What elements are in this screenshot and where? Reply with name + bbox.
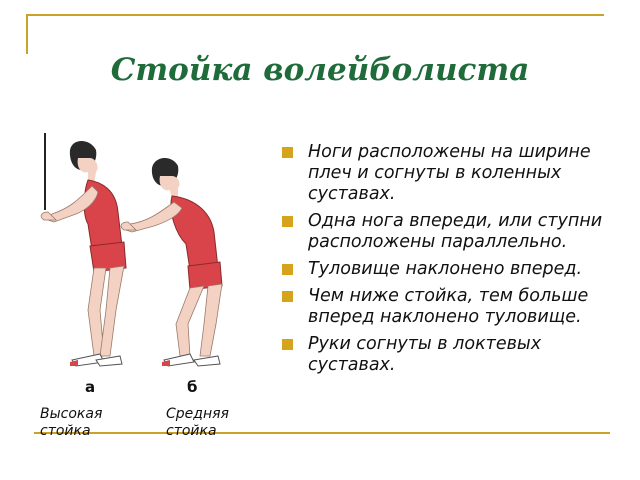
frame-left-line [26, 14, 28, 54]
volleyball-stance-figure [30, 128, 260, 406]
square-bullet-icon [282, 216, 293, 227]
bullet-item [282, 334, 604, 376]
bullet-text: Одна нога впереди, или ступни расположены параллельно. [308, 211, 603, 252]
caption-high-line1: Высокая [40, 406, 103, 422]
stance-illustration [30, 128, 260, 406]
bullet-text: Ноги расположены на ширине плеч и согнуты в коленных суставах. [308, 142, 591, 204]
bullet-item [282, 142, 604, 205]
bullet-text: Чем ниже стойка, тем больше вперед наклонено туловище. [308, 286, 589, 327]
frame-bottom-line [34, 432, 610, 434]
player-medium-stance [121, 158, 222, 366]
square-bullet-icon [282, 264, 293, 275]
bullet-text: Руки согнуты в локтевых суставах. [308, 334, 542, 375]
caption-high-stance [40, 406, 102, 440]
bullet-text: Туловище наклонено вперед. [308, 259, 583, 279]
bullet-item [282, 286, 604, 328]
figure-label-b: б [187, 378, 198, 396]
bullet-item [282, 259, 604, 280]
square-bullet-icon [282, 147, 293, 158]
square-bullet-icon [282, 291, 293, 302]
caption-medium-line2: стойка [166, 423, 217, 439]
figure-label-a: а [85, 378, 96, 396]
bullet-list [282, 142, 604, 382]
bullet-item [282, 211, 604, 253]
caption-medium-stance [166, 406, 229, 440]
caption-medium-line1: Средняя [166, 406, 229, 422]
caption-high-line2: стойка [40, 423, 91, 439]
frame-top-line [26, 14, 604, 16]
player-high-stance [41, 141, 126, 366]
square-bullet-icon [282, 339, 293, 350]
slide-title: Стойка волейболиста [110, 52, 530, 88]
